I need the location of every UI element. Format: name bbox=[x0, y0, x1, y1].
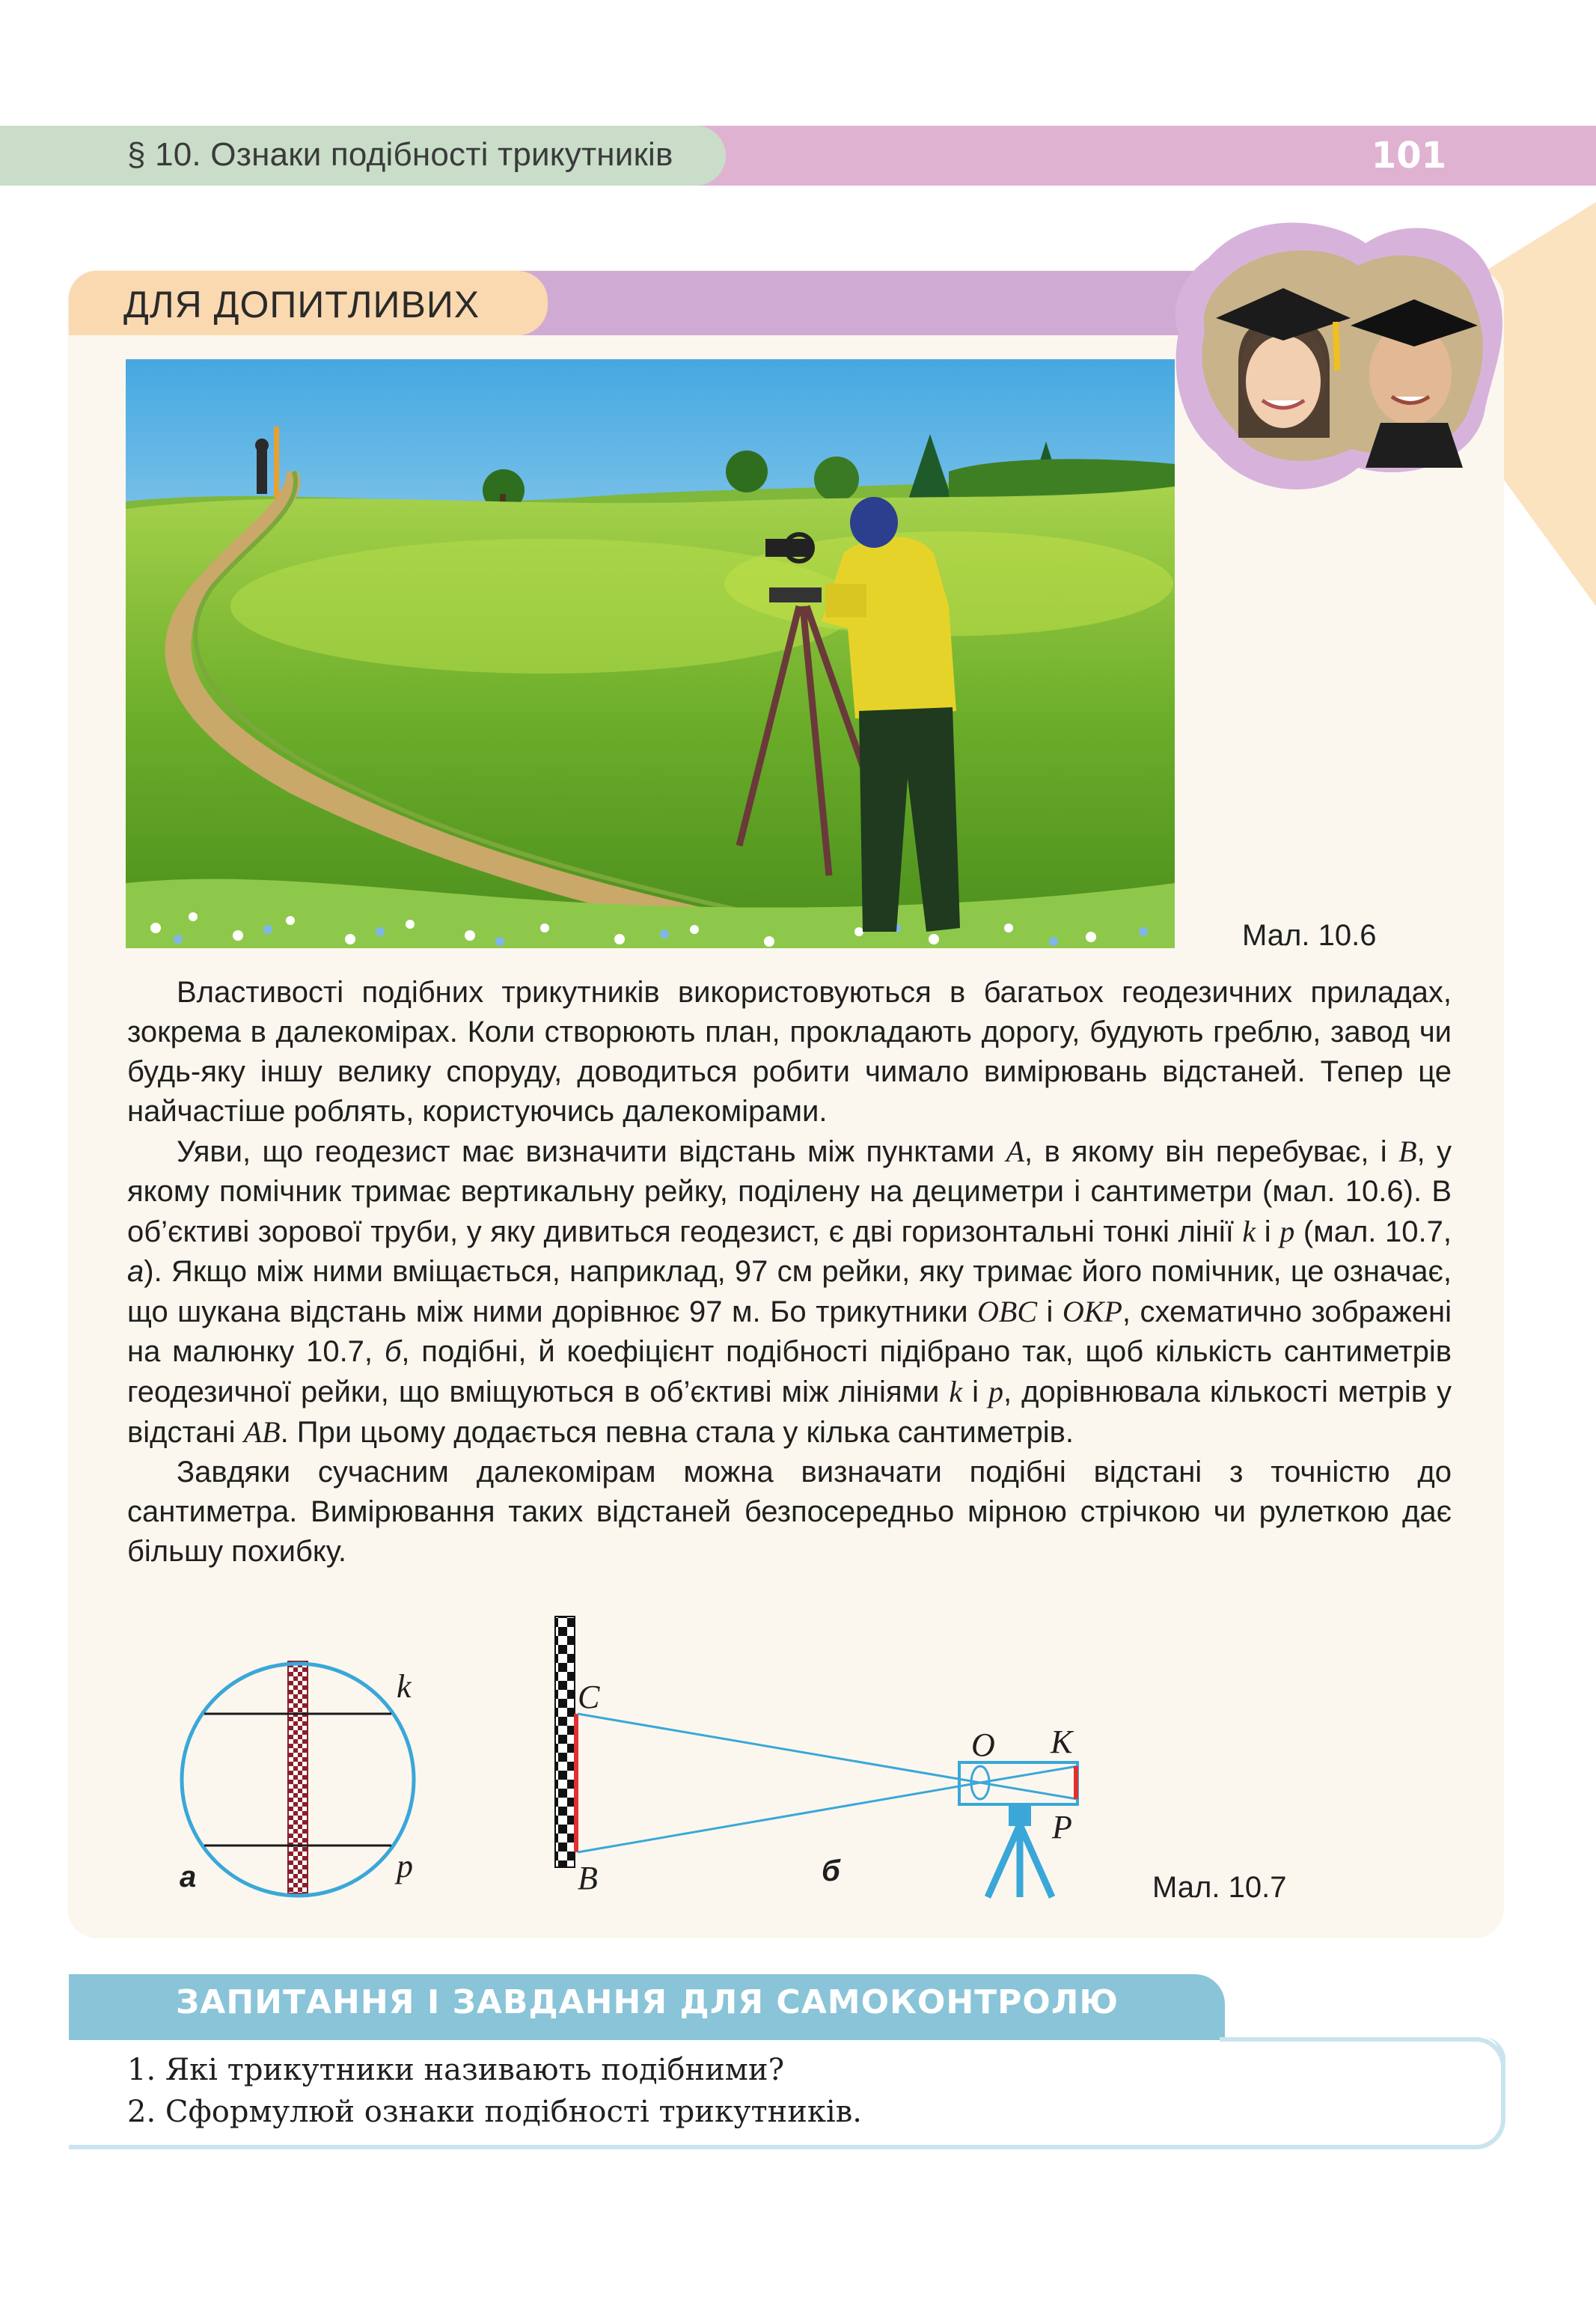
label-B: B bbox=[578, 1860, 598, 1896]
text-run: Уяви, що геодезист має визначити відстань між пунктами bbox=[177, 1135, 1006, 1168]
math-triangle-okp: OKP bbox=[1062, 1295, 1122, 1328]
math-point-a: A bbox=[1006, 1135, 1024, 1168]
text-run: (мал. 10.7, bbox=[1294, 1215, 1452, 1248]
label-C: C bbox=[578, 1679, 600, 1715]
question-item-2: 2. Сформулюй ознаки подібності трикутників. bbox=[127, 2095, 862, 2129]
paragraph-3: Завдяки сучасним далекомірам можна визначати подібні відстані з точністю до сантиметра. Вимірювання таких відстаней безпосередньо мірною стрічкою чи рулеткою дає більшу похибку. bbox=[127, 1456, 1452, 1568]
math-line-p: p bbox=[1279, 1215, 1295, 1248]
math-line-k: k bbox=[1242, 1215, 1256, 1248]
text-run: і bbox=[962, 1376, 989, 1408]
text-run: ). Якщо між ними вміщається, наприклад, 97 см рейки, яку тримає його помічник, це означає, що шукана відстань між ними дорівнює 97 м. Бо трикутники bbox=[127, 1255, 1452, 1328]
graduates-photo bbox=[1164, 213, 1508, 498]
questions-list bbox=[127, 2049, 862, 2133]
label-a: а bbox=[180, 1860, 197, 1893]
math-segment-ab: AB bbox=[243, 1415, 281, 1449]
math-point-b: B bbox=[1398, 1135, 1417, 1168]
text-run: , у якому помічник тримає вертикальну рейку, поділену на дециметри і сантиметри (мал. 10.6). В об’єктиві зорової труби, у яку дивиться геодезист, є дві горизонтальні тонкі лінії bbox=[127, 1135, 1452, 1248]
text-run: , дорівнювала кількості метрів у відстані bbox=[127, 1376, 1452, 1449]
text-run: і bbox=[1037, 1295, 1063, 1328]
text-run: , в якому він перебуває, і bbox=[1024, 1135, 1399, 1168]
surveyor-landscape-illustration bbox=[126, 359, 1175, 948]
section-title: § 10. Ознаки подібності трикутників bbox=[127, 136, 673, 173]
eyepiece-view bbox=[182, 1661, 414, 1896]
label-P: P bbox=[1052, 1809, 1072, 1846]
body-text bbox=[127, 973, 1452, 1572]
question-item-1: 1. Які трикутники називають подібними? bbox=[127, 2053, 785, 2087]
text-run: , схематично зображені на малюнку 10.7, bbox=[127, 1295, 1452, 1368]
questions-title: ЗАПИТАННЯ І ЗАВДАННЯ ДЛЯ САМОКОНТРОЛЮ bbox=[176, 1983, 1119, 2021]
figure-ref-b: б bbox=[384, 1335, 402, 1368]
page-number: 101 bbox=[1371, 135, 1446, 177]
label-K: K bbox=[1051, 1724, 1073, 1760]
figure-10-6-caption: Мал. 10.6 bbox=[1242, 919, 1377, 952]
label-k: k bbox=[397, 1668, 412, 1705]
paragraph-2 bbox=[127, 1132, 1452, 1453]
label-p: p bbox=[397, 1848, 413, 1884]
text-run: . При цьому додається певна стала у кілька сантиметрів. bbox=[280, 1416, 1074, 1449]
figure-ref-a: а bbox=[127, 1255, 144, 1288]
math-line-k: k bbox=[949, 1375, 963, 1408]
questions-frame-top bbox=[1220, 2037, 1505, 2067]
text-run: і bbox=[1256, 1215, 1280, 1248]
label-b: б bbox=[822, 1854, 840, 1887]
math-triangle-obc: OBC bbox=[977, 1295, 1038, 1328]
running-header bbox=[0, 126, 1596, 186]
rangefinder-scheme bbox=[555, 1617, 1077, 1897]
label-O: O bbox=[971, 1727, 995, 1763]
figure-10-7-diagrams bbox=[127, 1609, 1324, 1923]
paragraph-1: Властивості подібних трикутників використовуються в багатьох геодезичних приладах, зокрема в далекомірах. Коли створюють план, прокладають дорогу, будують греблю, завод чи будь-яку іншу велику споруду, доводиться робити чимало вимірювань відстаней. Тепер це найчастіше роблять, користуючись далекомірами. bbox=[127, 976, 1452, 1128]
box-title: ДЛЯ ДОПИТЛИВИХ bbox=[123, 284, 480, 326]
text-run: , подібні, й коефіцієнт подібності підібрано так, щоб кількість сантиметрів геодезичної рейки, що вміщуються в об’єктиві між лініями bbox=[127, 1335, 1452, 1408]
math-line-p: p bbox=[988, 1375, 1004, 1408]
figure-10-7-caption: Мал. 10.7 bbox=[1152, 1871, 1287, 1904]
